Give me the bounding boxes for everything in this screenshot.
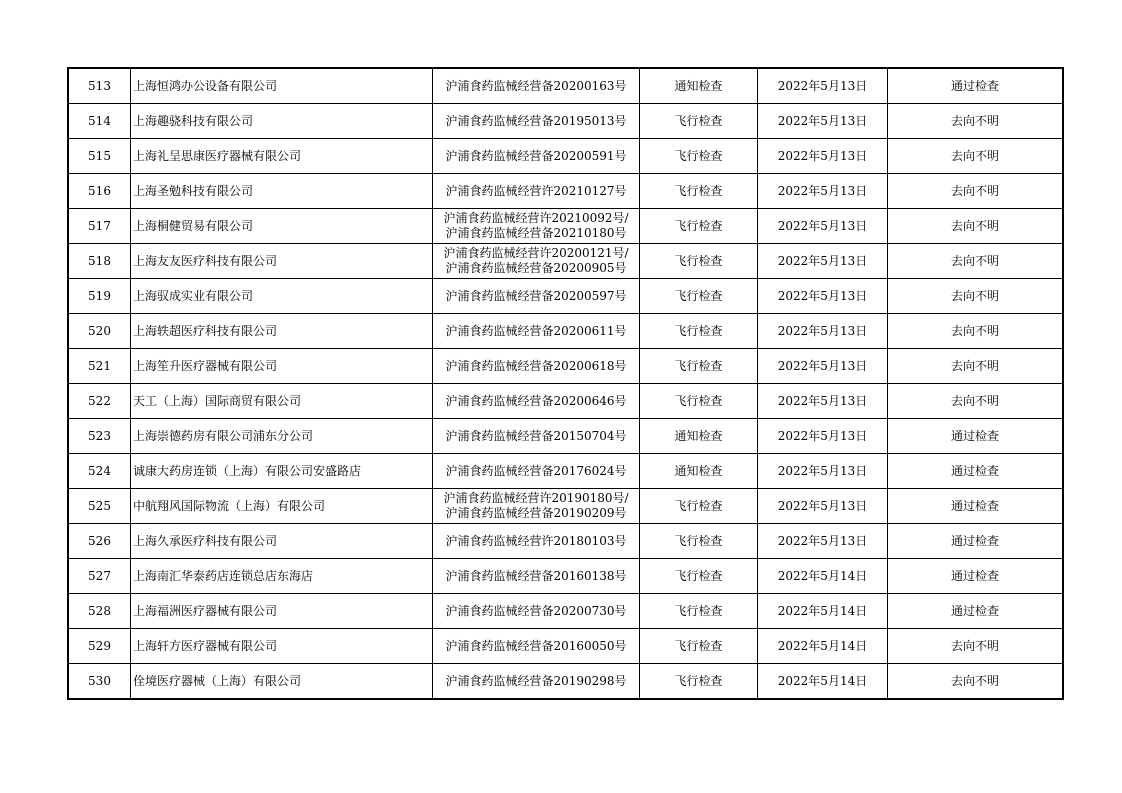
- row-number-cell: 514: [68, 104, 131, 139]
- check-date-cell: 2022年5月13日: [758, 314, 888, 349]
- check-result-cell: 去向不明: [888, 104, 1064, 139]
- permit-number-cell: [433, 524, 640, 559]
- table-row: [68, 559, 1063, 594]
- check-type-cell: 飞行检查: [640, 244, 758, 279]
- check-result-cell: 去向不明: [888, 349, 1064, 384]
- check-result-cell: 通过检查: [888, 594, 1064, 629]
- company-name-cell: 中航翔风国际物流（上海）有限公司: [131, 489, 433, 524]
- check-result-cell: 去向不明: [888, 384, 1064, 419]
- permit-number-line: 沪浦食药监械经营备20200611号: [445, 323, 627, 338]
- row-number-cell: 529: [68, 629, 131, 664]
- check-type-cell: 通知检查: [640, 68, 758, 104]
- company-name-cell: 上海久承医疗科技有限公司: [131, 524, 433, 559]
- permit-number-line: 沪浦食药监械经营备20150704号: [445, 428, 627, 443]
- check-date-cell: 2022年5月13日: [758, 174, 888, 209]
- check-type-cell: 飞行检查: [640, 629, 758, 664]
- check-type-cell: 飞行检查: [640, 279, 758, 314]
- check-type-cell: 飞行检查: [640, 139, 758, 174]
- row-number-cell: 523: [68, 419, 131, 454]
- row-number-cell: 524: [68, 454, 131, 489]
- table-row: [68, 384, 1063, 419]
- row-number-cell: 516: [68, 174, 131, 209]
- permit-number-line: 沪浦食药监械经营备20200597号: [445, 288, 627, 303]
- permit-number-line: 沪浦食药监械经营备20160050号: [445, 638, 627, 653]
- table-row: [68, 594, 1063, 629]
- check-result-cell: 去向不明: [888, 139, 1064, 174]
- company-name-cell: 诚康大药房连锁（上海）有限公司安盛路店: [131, 454, 433, 489]
- permit-number-cell: [433, 174, 640, 209]
- permit-number-line: 沪浦食药监械经营备20195013号: [445, 113, 627, 128]
- row-number-cell: 513: [68, 68, 131, 104]
- check-type-cell: 飞行检查: [640, 209, 758, 244]
- check-result-cell: 通过检查: [888, 489, 1064, 524]
- check-result-cell: 通过检查: [888, 524, 1064, 559]
- check-result-cell: 通过检查: [888, 559, 1064, 594]
- check-result-cell: 去向不明: [888, 664, 1064, 700]
- check-date-cell: 2022年5月13日: [758, 139, 888, 174]
- check-date-cell: 2022年5月13日: [758, 489, 888, 524]
- check-date-cell: 2022年5月14日: [758, 559, 888, 594]
- check-type-cell: 飞行检查: [640, 384, 758, 419]
- permit-number-cell: [433, 349, 640, 384]
- permit-number-line: 沪浦食药监械经营许20210092号/: [443, 211, 629, 225]
- permit-number-line: 沪浦食药监械经营备20210180号: [445, 226, 627, 240]
- check-type-cell: 通知检查: [640, 419, 758, 454]
- check-date-cell: 2022年5月13日: [758, 209, 888, 244]
- check-result-cell: 去向不明: [888, 174, 1064, 209]
- check-result-cell: 去向不明: [888, 279, 1064, 314]
- company-name-cell: 上海笙升医疗器械有限公司: [131, 349, 433, 384]
- table-row: [68, 244, 1063, 279]
- table-row: [68, 454, 1063, 489]
- table-row: [68, 68, 1063, 104]
- check-date-cell: 2022年5月13日: [758, 244, 888, 279]
- company-name-cell: 天工（上海）国际商贸有限公司: [131, 384, 433, 419]
- row-number-cell: 528: [68, 594, 131, 629]
- row-number-cell: 520: [68, 314, 131, 349]
- row-number-cell: 515: [68, 139, 131, 174]
- row-number-cell: 522: [68, 384, 131, 419]
- records-table-body: [68, 68, 1063, 699]
- permit-number-cell: [433, 419, 640, 454]
- permit-number-line: 沪浦食药监械经营备20190298号: [445, 673, 627, 688]
- permit-number-cell: [433, 489, 640, 524]
- permit-number-line: 沪浦食药监械经营备20200163号: [445, 78, 627, 93]
- check-type-cell: 飞行检查: [640, 349, 758, 384]
- check-date-cell: 2022年5月13日: [758, 419, 888, 454]
- permit-number-line: 沪浦食药监械经营备20200618号: [445, 358, 627, 373]
- check-type-cell: 飞行检查: [640, 104, 758, 139]
- check-date-cell: 2022年5月14日: [758, 594, 888, 629]
- table-row: [68, 664, 1063, 700]
- row-number-cell: 518: [68, 244, 131, 279]
- table-row: [68, 489, 1063, 524]
- check-result-cell: 去向不明: [888, 244, 1064, 279]
- check-type-cell: 通知检查: [640, 454, 758, 489]
- permit-number-cell: [433, 594, 640, 629]
- company-name-cell: 上海桐健贸易有限公司: [131, 209, 433, 244]
- check-date-cell: 2022年5月13日: [758, 104, 888, 139]
- table-row: [68, 174, 1063, 209]
- row-number-cell: 521: [68, 349, 131, 384]
- table-row: [68, 139, 1063, 174]
- company-name-cell: 上海福洲医疗器械有限公司: [131, 594, 433, 629]
- check-date-cell: 2022年5月13日: [758, 349, 888, 384]
- permit-number-line: 沪浦食药监械经营备20176024号: [445, 463, 627, 478]
- check-type-cell: 飞行检查: [640, 559, 758, 594]
- permit-number-line: 沪浦食药监械经营许20190180号/: [443, 491, 629, 505]
- permit-number-cell: [433, 104, 640, 139]
- row-number-cell: 530: [68, 664, 131, 700]
- permit-number-line: 沪浦食药监械经营许20200121号/: [443, 246, 629, 260]
- row-number-cell: 519: [68, 279, 131, 314]
- table-row: [68, 104, 1063, 139]
- permit-number-line: 沪浦食药监械经营备20200591号: [445, 148, 627, 163]
- company-name-cell: 上海礼呈思康医疗器械有限公司: [131, 139, 433, 174]
- check-type-cell: 飞行检查: [640, 489, 758, 524]
- check-result-cell: 去向不明: [888, 209, 1064, 244]
- company-name-cell: 佺境医疗器械（上海）有限公司: [131, 664, 433, 700]
- check-type-cell: 飞行检查: [640, 524, 758, 559]
- row-number-cell: 517: [68, 209, 131, 244]
- row-number-cell: 526: [68, 524, 131, 559]
- check-type-cell: 飞行检查: [640, 314, 758, 349]
- check-type-cell: 飞行检查: [640, 594, 758, 629]
- company-name-cell: 上海恒鸿办公设备有限公司: [131, 68, 433, 104]
- check-result-cell: 去向不明: [888, 629, 1064, 664]
- company-name-cell: 上海圣勉科技有限公司: [131, 174, 433, 209]
- check-date-cell: 2022年5月13日: [758, 454, 888, 489]
- check-date-cell: 2022年5月14日: [758, 629, 888, 664]
- check-result-cell: 通过检查: [888, 419, 1064, 454]
- company-name-cell: 上海友友医疗科技有限公司: [131, 244, 433, 279]
- table-row: [68, 349, 1063, 384]
- check-result-cell: 通过检查: [888, 68, 1064, 104]
- permit-number-line: 沪浦食药监械经营备20200646号: [445, 393, 627, 408]
- row-number-cell: 527: [68, 559, 131, 594]
- permit-number-cell: [433, 629, 640, 664]
- company-name-cell: 上海轶超医疗科技有限公司: [131, 314, 433, 349]
- inspection-records-table: [67, 67, 1064, 700]
- permit-number-line: 沪浦食药监械经营许20210127号: [445, 183, 627, 198]
- table-row: [68, 314, 1063, 349]
- check-date-cell: 2022年5月13日: [758, 384, 888, 419]
- permit-number-cell: [433, 68, 640, 104]
- table-row: [68, 524, 1063, 559]
- permit-number-cell: [433, 454, 640, 489]
- check-result-cell: 去向不明: [888, 314, 1064, 349]
- permit-number-line: 沪浦食药监械经营备20200905号: [445, 261, 627, 275]
- check-type-cell: 飞行检查: [640, 664, 758, 700]
- permit-number-cell: [433, 209, 640, 244]
- check-result-cell: 通过检查: [888, 454, 1064, 489]
- check-date-cell: 2022年5月13日: [758, 68, 888, 104]
- check-date-cell: 2022年5月13日: [758, 524, 888, 559]
- table-row: [68, 629, 1063, 664]
- check-date-cell: 2022年5月13日: [758, 279, 888, 314]
- permit-number-cell: [433, 139, 640, 174]
- check-date-cell: 2022年5月14日: [758, 664, 888, 700]
- permit-number-cell: [433, 279, 640, 314]
- permit-number-cell: [433, 559, 640, 594]
- permit-number-cell: [433, 244, 640, 279]
- permit-number-line: 沪浦食药监械经营许20180103号: [445, 533, 627, 548]
- company-name-cell: 上海趣骁科技有限公司: [131, 104, 433, 139]
- table-row: [68, 419, 1063, 454]
- table-row: [68, 279, 1063, 314]
- company-name-cell: 上海崇德药房有限公司浦东分公司: [131, 419, 433, 454]
- table-row: [68, 209, 1063, 244]
- permit-number-cell: [433, 384, 640, 419]
- permit-number-line: 沪浦食药监械经营备20160138号: [445, 568, 627, 583]
- company-name-cell: 上海南汇华泰药店连锁总店东海店: [131, 559, 433, 594]
- permit-number-line: 沪浦食药监械经营备20200730号: [445, 603, 627, 618]
- check-type-cell: 飞行检查: [640, 174, 758, 209]
- permit-number-cell: [433, 314, 640, 349]
- permit-number-line: 沪浦食药监械经营备20190209号: [445, 506, 627, 520]
- row-number-cell: 525: [68, 489, 131, 524]
- company-name-cell: 上海驭成实业有限公司: [131, 279, 433, 314]
- company-name-cell: 上海轩方医疗器械有限公司: [131, 629, 433, 664]
- permit-number-cell: [433, 664, 640, 700]
